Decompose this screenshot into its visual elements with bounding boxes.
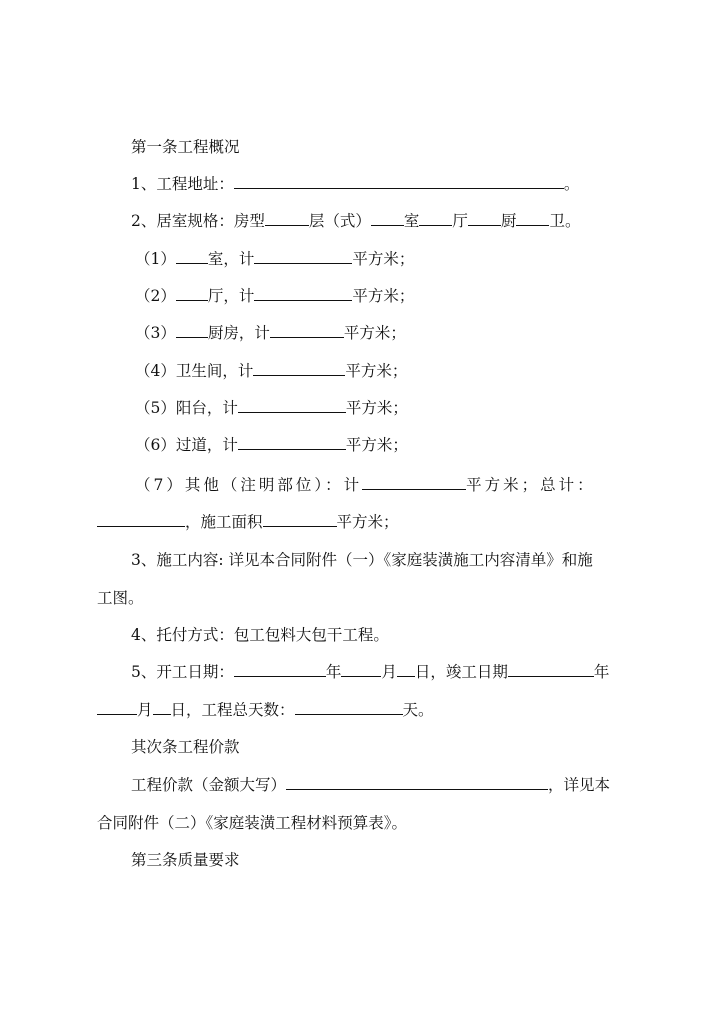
row-7-unit: 平方米；总计： (466, 476, 596, 494)
kitchen-text: 厨 (500, 212, 517, 230)
item-1-address (131, 173, 579, 195)
row-5-text: （5）阳台，计 (135, 399, 238, 417)
row-3-count-blank[interactable] (176, 323, 208, 338)
end-date-label: 日，竣工日期 (414, 663, 508, 681)
total-days-unit: 天。 (402, 701, 434, 719)
row-6-area-blank[interactable] (238, 435, 346, 450)
item-4 (131, 624, 389, 646)
row-3-text: 厨房，计 (207, 324, 270, 342)
row-5-unit: 平方米； (345, 399, 408, 417)
address-end: 。 (563, 175, 580, 193)
row-5-area-blank[interactable] (238, 398, 346, 413)
end-day-blank[interactable] (153, 700, 171, 715)
row-6-text: （6）过道，计 (135, 436, 238, 454)
end-month-text: 月 (137, 701, 153, 719)
end-year-text: 年 (593, 663, 610, 681)
row-1-count-blank[interactable] (176, 249, 208, 264)
total-days-blank[interactable] (295, 700, 403, 715)
item-4-text: 4、托付方式：包工包料大包干工程。 (131, 626, 389, 644)
start-date-label: 5、开工日期： (131, 663, 234, 681)
price-line-2-text: 合同附件（二）《家庭装潢工程材料预算表》。 (97, 814, 408, 832)
construction-area-unit: 平方米； (336, 513, 399, 531)
room-blank[interactable] (371, 211, 404, 226)
hall-blank[interactable] (419, 211, 452, 226)
row-4-text: （4）卫生间，计 (135, 362, 254, 380)
row-3 (135, 322, 406, 344)
start-year-blank[interactable] (234, 662, 326, 677)
end-year-blank[interactable] (508, 662, 594, 677)
item-5-line-2 (97, 699, 434, 721)
row-1-unit: 平方米； (352, 250, 415, 268)
layout-label: 2、居室规格：房型 (131, 212, 265, 230)
kitchen-blank[interactable] (468, 211, 501, 226)
section-1-title-text: 第一条工程概况 (131, 138, 240, 156)
start-month-blank[interactable] (341, 662, 381, 677)
section-2-title-text: 其次条工程价款 (131, 738, 240, 756)
room-text: 室 (403, 212, 420, 230)
row-2-num: （2） (135, 287, 176, 305)
row-2 (135, 285, 414, 307)
total-blank[interactable] (97, 512, 185, 527)
row-4-area-blank[interactable] (253, 361, 345, 376)
row-5 (135, 397, 408, 419)
price-after-text: ，详见本 (548, 776, 611, 794)
row-2-count-blank[interactable] (176, 286, 208, 301)
row-6 (135, 434, 408, 456)
row-2-area-blank[interactable] (254, 286, 352, 301)
section-3-title-text: 第三条质量要求 (131, 851, 240, 869)
floor-text: 层（式） (308, 212, 371, 230)
item-3-line-1 (131, 549, 593, 571)
section-1-title (131, 136, 240, 158)
price-line-2 (97, 812, 407, 834)
row-4-unit: 平方米； (345, 362, 408, 380)
start-month-text: 月 (381, 663, 397, 681)
address-label: 1、工程地址： (131, 175, 234, 193)
start-year-text: 年 (325, 663, 342, 681)
row-7-cont (97, 511, 399, 533)
row-4 (135, 360, 407, 382)
price-line-1 (131, 774, 610, 796)
row-7 (135, 474, 596, 496)
row-2-unit: 平方米； (352, 287, 415, 305)
bath-blank[interactable] (516, 211, 549, 226)
construction-area-text: ，施工面积 (185, 513, 263, 531)
row-3-unit: 平方米； (343, 324, 406, 342)
price-label: 工程价款（金额大写） (131, 776, 287, 794)
row-6-unit: 平方米； (345, 436, 408, 454)
start-day-blank[interactable] (397, 662, 415, 677)
row-1-area-blank[interactable] (254, 249, 352, 264)
item-2-layout (131, 210, 580, 232)
section-3-title (131, 849, 240, 871)
section-2-title (131, 736, 240, 758)
hall-text: 厅 (452, 212, 468, 230)
item-3-text-1: 3、施工内容: 详见本合同附件（一）《家庭装潢施工内容清单》和施 (131, 551, 593, 569)
row-1-num: （1） (135, 250, 176, 268)
row-7-area-blank[interactable] (362, 475, 466, 490)
row-3-area-blank[interactable] (270, 323, 344, 338)
item-3-line-2 (97, 587, 144, 609)
total-days-label: 日，工程总天数： (170, 701, 295, 719)
price-amount-blank[interactable] (286, 775, 548, 790)
item-3-text-2: 工图。 (97, 589, 144, 607)
row-1-text: 室，计 (207, 250, 255, 268)
address-blank[interactable] (234, 174, 564, 189)
end-month-blank[interactable] (97, 700, 137, 715)
item-5-line-1 (131, 661, 609, 683)
floor-blank[interactable] (265, 211, 309, 226)
row-3-num: （3） (135, 324, 176, 342)
bath-text: 卫。 (549, 212, 581, 230)
row-7-text: （7）其他（注明部位）：计 (135, 476, 363, 494)
construction-area-blank[interactable] (263, 512, 337, 527)
row-1 (135, 248, 414, 270)
row-2-text: 厅，计 (207, 287, 255, 305)
